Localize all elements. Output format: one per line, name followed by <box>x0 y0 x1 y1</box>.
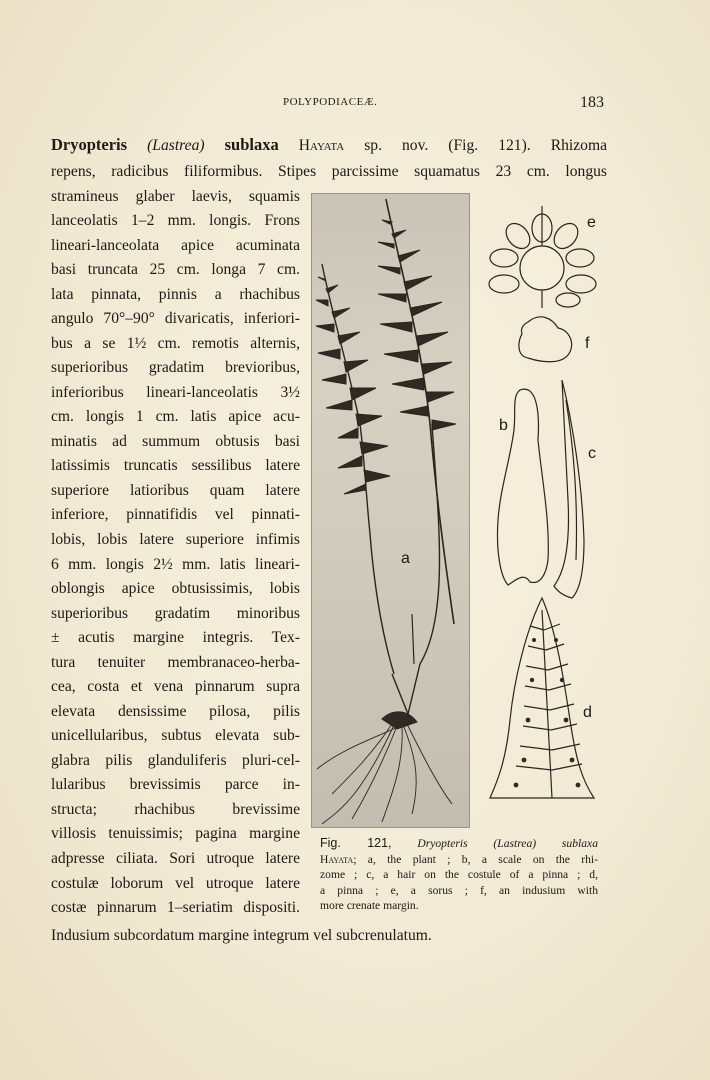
figure-label-c: c <box>588 445 596 462</box>
text-line: inferiore, pinnatifidis vel pinnati- <box>51 506 300 523</box>
caption-author: Hayata <box>320 852 354 866</box>
text-line: minatis ad summum obtusis basi <box>51 433 300 450</box>
text-line: superiore latioribus quam latere <box>51 482 300 499</box>
species-author: Hayata <box>298 137 345 154</box>
text-line: repens, radicibus filiformibus. Stipes parcissime squamatus 23 cm. longus <box>51 163 607 180</box>
text-line: superioribus gradatim brevioribus, <box>51 359 300 376</box>
caption-line-2 <box>320 852 598 868</box>
text-line: angulo 70°–90° divaricatis, inferiori- <box>51 310 300 327</box>
caption-line-1 <box>320 836 598 852</box>
text-line: glabra pilis glanduliferis pluri-cel- <box>51 752 300 769</box>
text-line: structa; rhachibus brevissime <box>51 801 300 818</box>
text-line: 6 mm. longis 2½ mm. latis lineari- <box>51 556 300 573</box>
text-line: inferioribus lineari-lanceolatis 3½ <box>51 384 300 401</box>
heading-rest: sp. nov. (Fig. 121). Rhizoma <box>364 137 608 154</box>
text-line: villosis tenuissimis; pagina margine <box>51 825 300 842</box>
text-line: lobis, lobis latere superiore infimis <box>51 531 300 548</box>
text-line: cea, costa et vena pinnarum supra <box>51 678 300 695</box>
text-line: lata pinnata, pinnis a rhachibus <box>51 286 300 303</box>
caption-line-4: a pinna ; e, a sorus ; f, an indusium with <box>320 883 598 897</box>
text-line: lineari-lanceolata apice acuminata <box>51 237 300 254</box>
sorus-drawing <box>489 206 596 308</box>
caption-line-rest: ; a, the plant ; b, a scale on the rhi- <box>353 852 598 866</box>
species-heading-line <box>51 133 607 158</box>
caption-fig-number: Fig. 121, <box>320 836 392 850</box>
text-line: oblongis apice obtusissimis, lobis <box>51 580 300 597</box>
caption-genus: Dryopteris <box>417 837 468 850</box>
text-line-final: Indusium subcordatum margine integrum vel subcrenulatum. <box>51 927 432 944</box>
pinna-drawing <box>490 598 594 798</box>
genus-name: Dryopteris <box>51 135 128 154</box>
text-line: adpresse ciliata. Sori utroque latere <box>51 850 300 867</box>
text-line: stramineus glaber laevis, squamis <box>51 188 300 205</box>
caption-subgenus: (Lastrea) <box>493 837 537 850</box>
text-line: tura tenuiter membranaceo-herba- <box>51 654 300 671</box>
text-line: cm. longis 1 cm. latis apice acu- <box>51 408 300 425</box>
figure-label-e: e <box>587 214 596 231</box>
running-head: POLYPODIACEÆ. <box>283 96 378 108</box>
botanical-drawings <box>480 200 605 825</box>
text-line: elevata densissime pilosa, pilis <box>51 703 300 720</box>
text-line: lularibus brevissimis parce in- <box>51 776 300 793</box>
figure-label-a: a <box>401 550 410 567</box>
text-line: latissimis truncatis sessilibus latere <box>51 457 300 474</box>
text-line: unicellularibus, subtus elevata sub- <box>51 727 300 744</box>
text-line: lanceolatis 1–2 mm. longis. Frons <box>51 212 300 229</box>
text-line: superioribus gradatim minoribus <box>51 605 300 622</box>
page-number: 183 <box>580 94 604 111</box>
figure-label-f: f <box>585 335 590 352</box>
figure-caption <box>320 836 598 914</box>
text-line: ± acutis margine integris. Tex- <box>51 629 300 646</box>
text-line: costæ pinnarum 1–seriatim dispositi. <box>51 899 300 916</box>
figure-label-b: b <box>499 417 508 434</box>
plant-photograph <box>311 193 470 828</box>
text-line: costulæ loborum vel utroque latere <box>51 875 300 892</box>
species-epithet: sublaxa <box>224 135 279 154</box>
caption-line-3: zome ; c, a hair on the costule of a pinna ; d, <box>320 868 598 881</box>
caption-epithet: sublaxa <box>561 837 598 850</box>
caption-line-5: more crenate margin. <box>320 899 419 912</box>
figure-label-d: d <box>583 704 592 721</box>
subgenus-name: (Lastrea) <box>147 137 205 154</box>
text-line: basi truncata 25 cm. longa 7 cm. <box>51 261 300 278</box>
fern-plant-image <box>312 194 469 827</box>
detail-drawings <box>480 200 605 825</box>
text-line: bus a se 1½ cm. remotis alternis, <box>51 335 300 352</box>
